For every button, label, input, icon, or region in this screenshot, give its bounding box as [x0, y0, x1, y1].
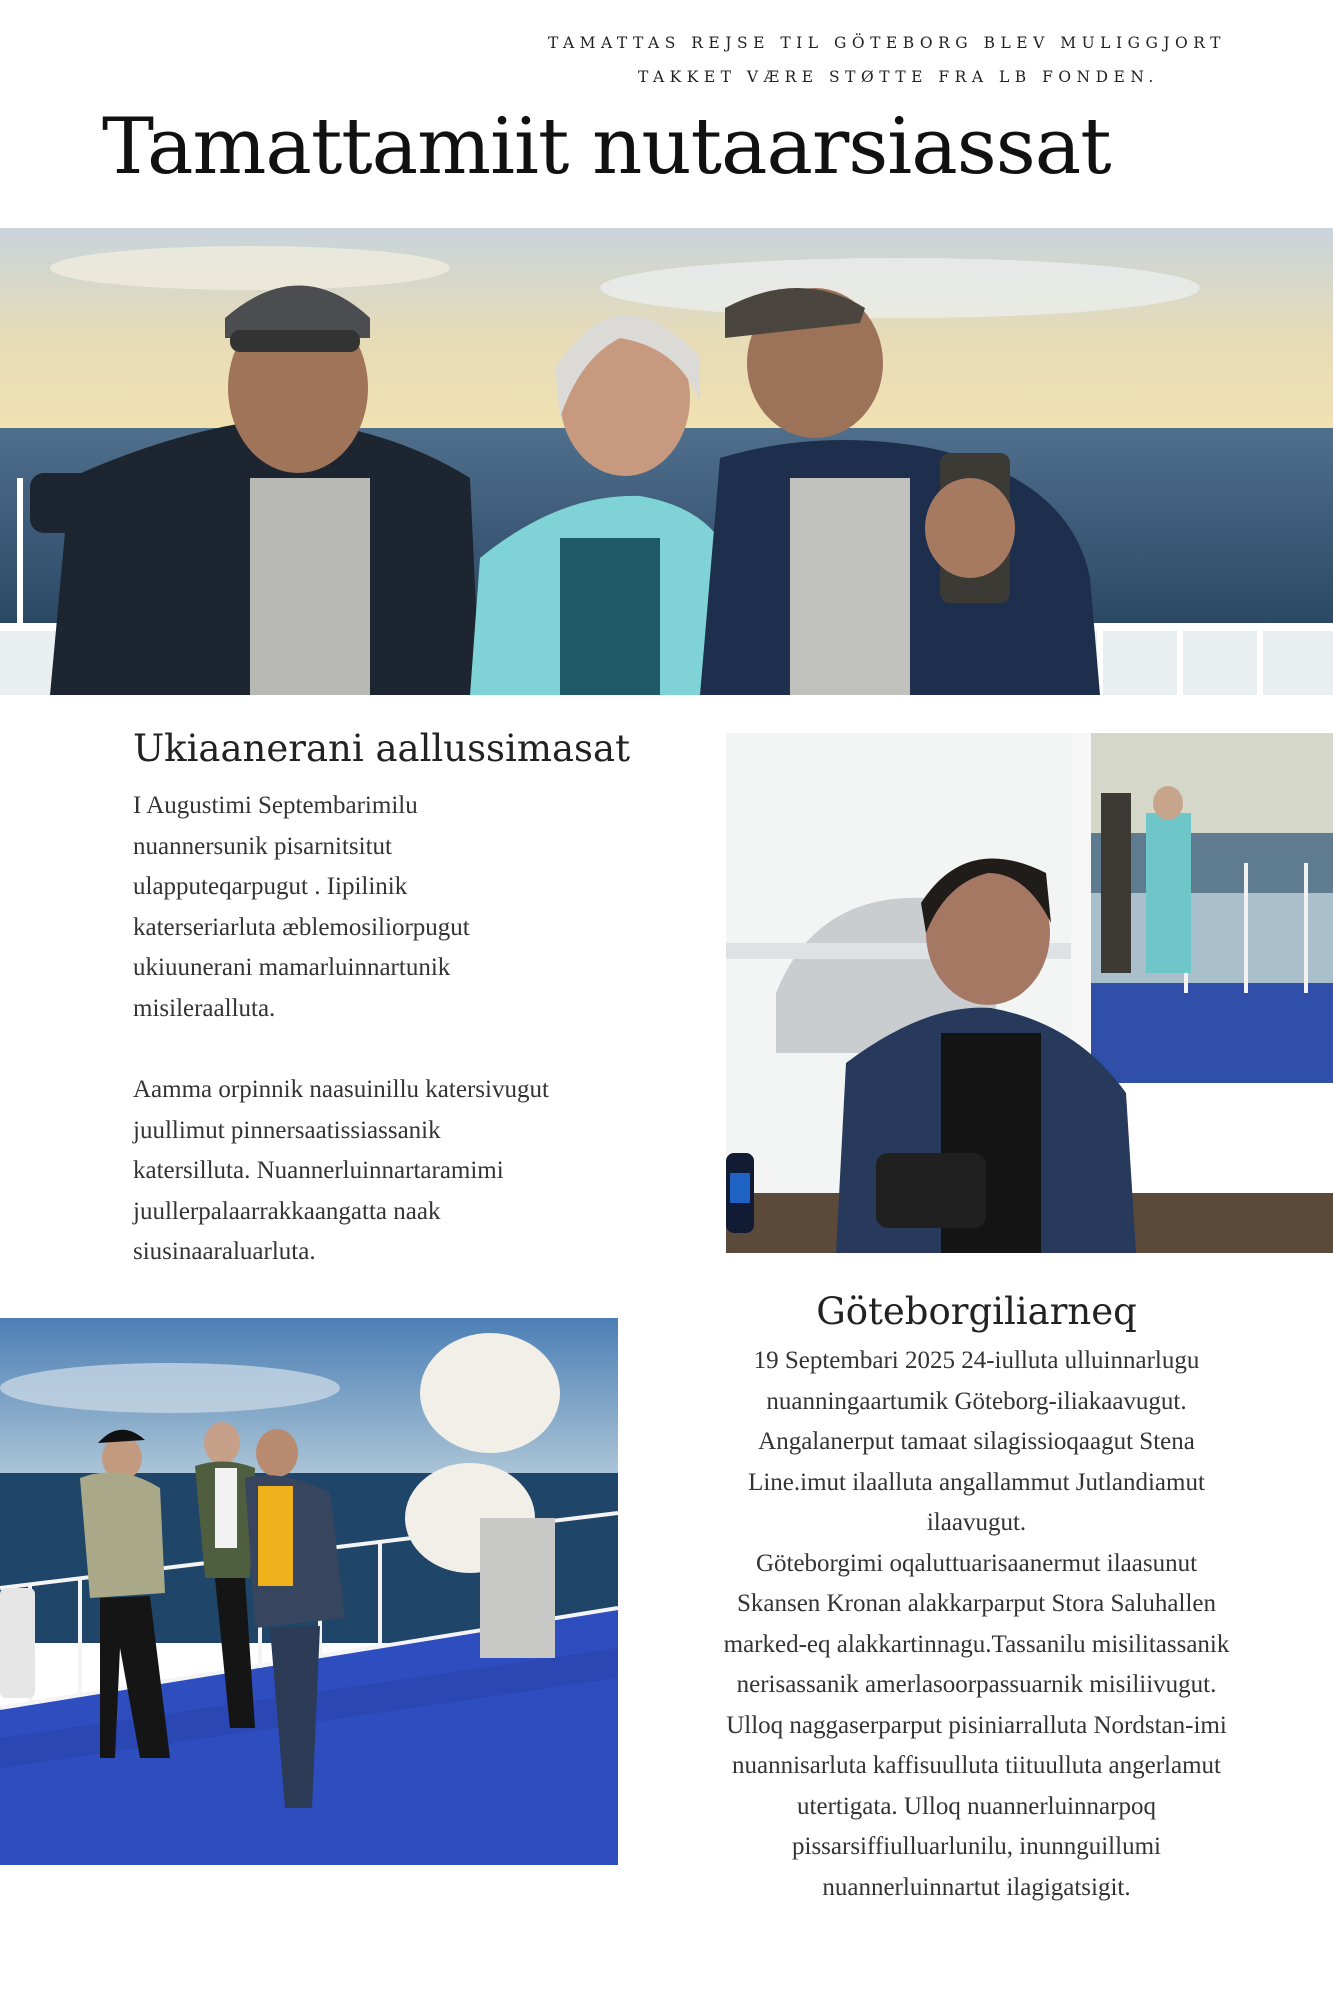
- text-line: katerseriarluta æblemosiliorpugut: [133, 913, 470, 941]
- section1-paragraph1: [133, 786, 653, 1029]
- text-line: Aamma orpinnik naasuinillu katersivugut: [133, 1076, 549, 1103]
- text-line: Göteborgimi oqaluttuarisaanermut ilaasunut: [755, 1549, 1198, 1577]
- text-line: Skansen Kronan alakkarparput Stora Saluhallen: [736, 1590, 1217, 1617]
- text-line: nuannisarluta kaffisuulluta tiituulluta angerlamut: [731, 1752, 1221, 1779]
- text-line: nuanningaartumik Göteborg-iliakaavugut.: [766, 1387, 1187, 1415]
- three-women-on-deck-photo: [0, 1318, 618, 1865]
- bottom-left-photo: [0, 1318, 618, 1865]
- text-line: I Augustimi Septembarimilu: [133, 792, 418, 819]
- text-line: ilaavugut.: [926, 1509, 1027, 1536]
- text-line: Angalanerput tamaat silagissioqaagut Stena: [758, 1428, 1195, 1455]
- top-banner-photo: [0, 228, 1333, 695]
- text-line: juullerpalaarrakkaangatta naak: [133, 1197, 441, 1225]
- text-line: Ulloq naggaserparput pisiniarralluta Nordstan-imi: [726, 1711, 1227, 1739]
- text-line: nerisassanik amerlasoorpassuarnik misiliivugut.: [736, 1671, 1217, 1698]
- section1-heading: Ukiaanerani aallussimasat: [133, 727, 630, 770]
- text-line: katersilluta. Nuannerluinnartaramimi: [133, 1157, 504, 1184]
- text-line: pissarsiffiulluarlunilu, inunnguillumi: [792, 1833, 1161, 1860]
- woman-on-ferry-deck-photo: [726, 733, 1333, 1253]
- text-line: misileraalluta.: [133, 994, 276, 1022]
- section2-paragraph: [620, 1341, 1333, 1908]
- section1-paragraph2: [133, 1070, 653, 1273]
- section2-heading: Göteborgiliarneq: [816, 1290, 1137, 1333]
- header-caption-line2: TAKKET VÆRE STØTTE FRA LB FONDEN.: [638, 68, 1159, 86]
- text-line: marked-eq alakkartinnagu.Tassanilu misilitassanik: [723, 1630, 1230, 1658]
- text-line: ulapputeqarpugut . Iipilinik: [133, 873, 408, 900]
- header-caption-line1: TAMATTAS REJSE TIL GÖTEBORG BLEV MULIGGJORT: [548, 34, 1226, 52]
- text-line: nuannersunik pisarnitsitut: [133, 832, 392, 860]
- text-line: juullimut pinnersaatissiassanik: [133, 1116, 441, 1144]
- text-line: utertigata. Ulloq nuannerluinnarpoq: [797, 1792, 1156, 1820]
- right-portrait-photo: [726, 733, 1333, 1253]
- text-line: Line.imut ilaalluta angallammut Jutlandiamut: [748, 1468, 1205, 1496]
- page-title: Tamattamiit nutaarsiassat: [102, 102, 1111, 192]
- text-line: nuannerluinnartut ilagigatsigit.: [822, 1873, 1131, 1901]
- text-line: ukiuunerani mamarluinnartunik: [133, 954, 451, 981]
- ferry-deck-group-photo: [0, 228, 1333, 695]
- text-line: 19 Septembari 2025 24-iulluta ulluinnarlugu: [753, 1347, 1200, 1374]
- text-line: siusinaaraluarluta.: [133, 1238, 316, 1265]
